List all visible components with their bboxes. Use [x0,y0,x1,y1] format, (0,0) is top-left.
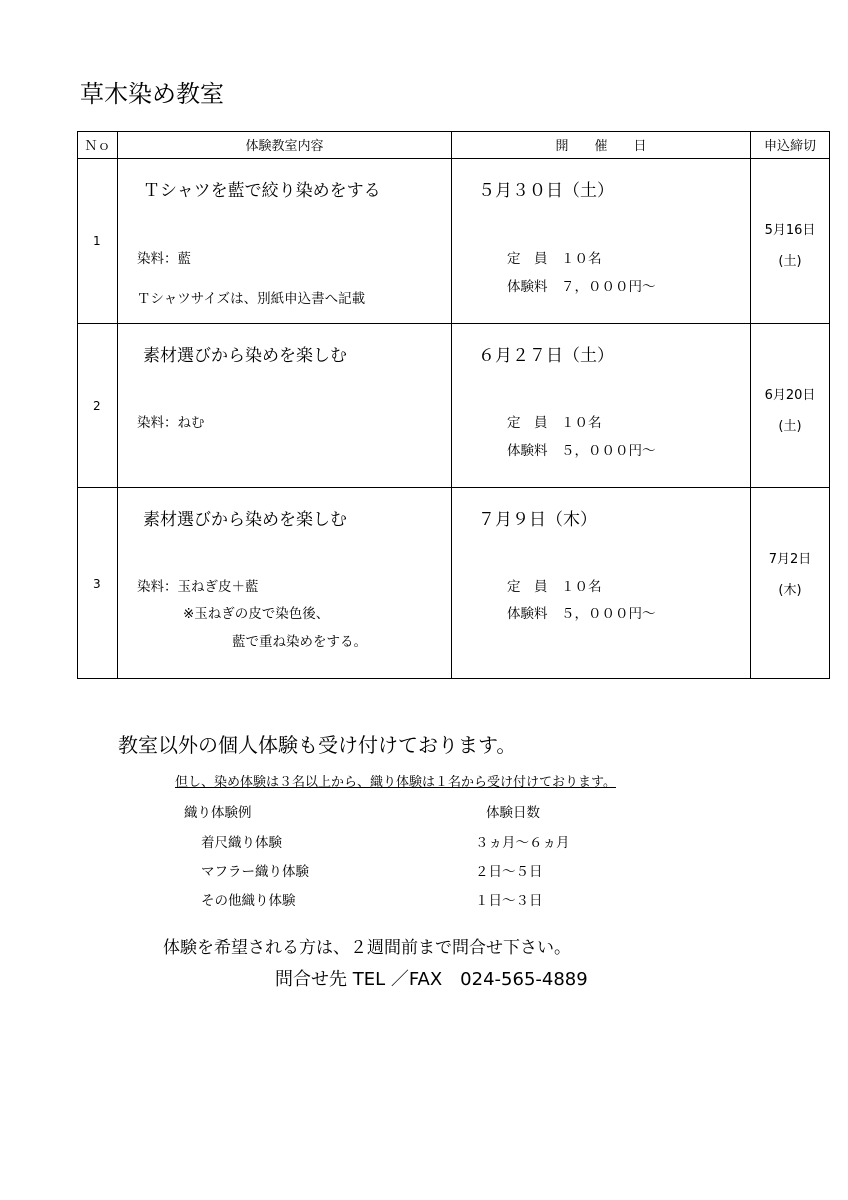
header-deadline: 申込締切 [763,139,816,154]
fee: 体験料 ５，０００円～ [507,443,656,459]
capacity: 定 員 １０名 [507,415,602,431]
capacity: 定 員 １０名 [507,251,602,267]
table-border-top [77,131,830,132]
course-title: 素材選びから染めを楽しむ [143,510,347,530]
course-note: Ｔシャツサイズは、別紙申込書へ記載 [137,291,366,307]
table-border-right [829,132,830,679]
deadline-day: (土) [778,419,802,434]
table-header-divider [77,158,830,159]
header-content: 体験教室内容 [245,139,324,154]
days-column-header: 体験日数 [486,805,540,821]
example-days: ３ヵ月～６ヵ月 [475,835,570,851]
contact-line: 問合せ先 TEL ／FAX 024-565-4889 [275,969,588,990]
capacity: 定 員 １０名 [507,579,602,595]
deadline-day: (木) [778,583,802,598]
fee: 体験料 ５，０００円～ [507,606,656,622]
example-name: マフラー織り体験 [201,864,309,880]
page-title: 草木染め教室 [80,80,224,108]
event-date: ５月３０日（土） [478,181,614,201]
event-date: ７月９日（木） [478,510,597,530]
fee: 体験料 ７，０００円～ [507,279,656,295]
deadline-day: (土) [778,254,802,269]
row-number: 3 [93,577,101,591]
example-days: １日～３日 [475,893,543,909]
example-name: 着尺織り体験 [201,835,282,851]
course-note: ※玉ねぎの皮で染色後、 [183,606,330,622]
course-note: 藍で重ね染めをする。 [232,634,367,650]
table-col-divider [117,132,118,679]
deadline-date: 5月16日 [764,223,816,238]
table-row-divider [77,323,830,324]
row-number: 2 [93,399,101,413]
event-date: ６月２７日（土） [478,346,614,366]
table-border-bottom [77,678,830,679]
table-row-divider [77,487,830,488]
example-column-header: 織り体験例 [184,805,252,821]
example-name: その他織り体験 [201,893,296,909]
course-title: Ｔシャツを藍で絞り染めをする [143,181,381,201]
contact-cta: 体験を希望される方は、２週間前まで問合せ下さい。 [163,938,571,958]
dye-material: 染料：玉ねぎ皮＋藍 [137,579,259,595]
dye-material: 染料：藍 [137,251,191,267]
header-no: Ｎｏ [84,139,111,154]
individual-note: 但し、染め体験は３名以上から、織り体験は１名から受け付けております。 [175,775,616,790]
table-col-divider [451,132,452,679]
individual-lead: 教室以外の個人体験も受け付けております。 [118,733,517,757]
dye-material: 染料：ねむ [137,415,205,431]
deadline-date: 7月2日 [768,552,812,567]
course-title: 素材選びから染めを楽しむ [143,346,347,366]
row-number: 1 [93,234,101,248]
deadline-date: 6月20日 [764,388,816,403]
example-days: ２日～５日 [475,864,543,880]
table-border-left [77,132,78,679]
header-date: 開 催 日 [555,139,647,154]
